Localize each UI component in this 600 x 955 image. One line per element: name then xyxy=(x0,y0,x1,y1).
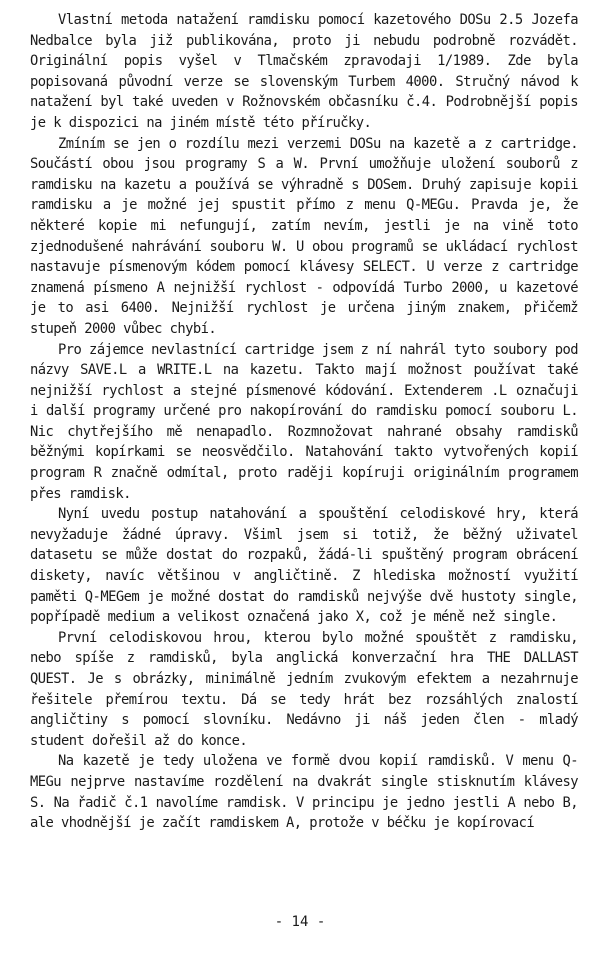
paragraph-procedure: Nyní uvedu postup natahování a spouštění celodiskové hry, která nevyžaduje žádné úpravy. Všiml jsem si totiž, že běžný uživatel datasetu se může dostat do rozpaků, žádá-li spuštěný program obrácení diskety, navíc většinou v angličtině. Z hlediska možností využití paměti Q-MEGem je možné dostat do ramdisků nejvýše dvě hustoty single, popřípadě medium a velikost označená jako X, což je méně než single. xyxy=(30,506,578,626)
document-page xyxy=(30,10,578,834)
paragraph-cartridge-files: Pro zájemce nevlastnící cartridge jsem z ní nahrál tyto soubory pod názvy SAVE.L a WRITE.L na kazetu. Takto mají možnost používat také nejnižší rychlost a stejné písmenové kódování. Extenderem .L označuji i další programy určené pro nakopírování do ramdisku pomocí souboru L. Nic chytřejšího mě nenapadlo. Rozmnožovat nahrané obsahy ramdisků běžnými kopírkami se neosvědčilo. Natahování takto vytvořených kopií program R značně odmítal, proto raději kopíruji originálním programem přes ramdisk. xyxy=(30,341,578,502)
paragraph-dos-versions: Zmíním se jen o rozdílu mezi verzemi DOSu na kazetě a z cartridge. Součástí obou jsou programy S a W. První umožňuje uložení souborů z ramdisku na kazetu a používá se výhradně s DOSem. Druhý zapisuje kopii ramdisku a je možné jej spustit přímo z menu Q-MEGu. Pravda je, že některé kopie mi nefungují, zatím nevím, jestli je na vině toto zjednodušené nahrávání souboru W. U obou programů se ukládací rychlost nastavuje písmenovým kódem pomocí klávesy SELECT. U verze z cartridge znamená písmeno A nejnižší rychlost - odpovídá Turbo 2000, u kazetové je to asi 6400. Nejnižší rychlost je určena jiným znakem, přičemž stupeň 2000 vůbec chybí. xyxy=(30,135,578,337)
page-number: - 14 - xyxy=(274,914,326,930)
paragraph-tape-setup: Na kazetě je tedy uložena ve formě dvou kopií ramdisků. V menu Q-MEGu nejprve nastavíme rozdělení na dvakrát single stisknutím klávesy S. Na řadič č.1 navolíme ramdisk. V principu je jedno jestli A nebo B, ale vhodnější je začít ramdiskem A, protože v béčku je kopírovací xyxy=(30,753,578,832)
paragraph-intro: Vlastní metoda natažení ramdisku pomocí kazetového DOSu 2.5 Jozefa Nedbalce byla již publikována, proto ji nebudu podrobně rozvádět. Originální popis vyšel v Tlmačském zpravodaji 1/1989. Zde byla popisovaná původní verze se slovenským Turbem 4000. Stručný návod k natažení byl také uveden v Rožnovském občasníku č.4. Podrobnější popis je k dispozici na jiném místě této příručky. xyxy=(30,12,578,131)
paragraph-first-game: První celodiskovou hrou, kterou bylo možné spouštět z ramdisku, nebo spíše z ramdisků, byla anglická konverzační hra THE DALLAST QUEST. Je s obrázky, minimálně jedním zvukovým efektem a nezahrnuje řešitele přemírou textu. Dá se tedy hrát bez rozsáhlých znalostí angličtiny s pomocí slovníku. Nedávno ji náš jeden člen - mladý student dořešil až do konce. xyxy=(30,629,578,749)
